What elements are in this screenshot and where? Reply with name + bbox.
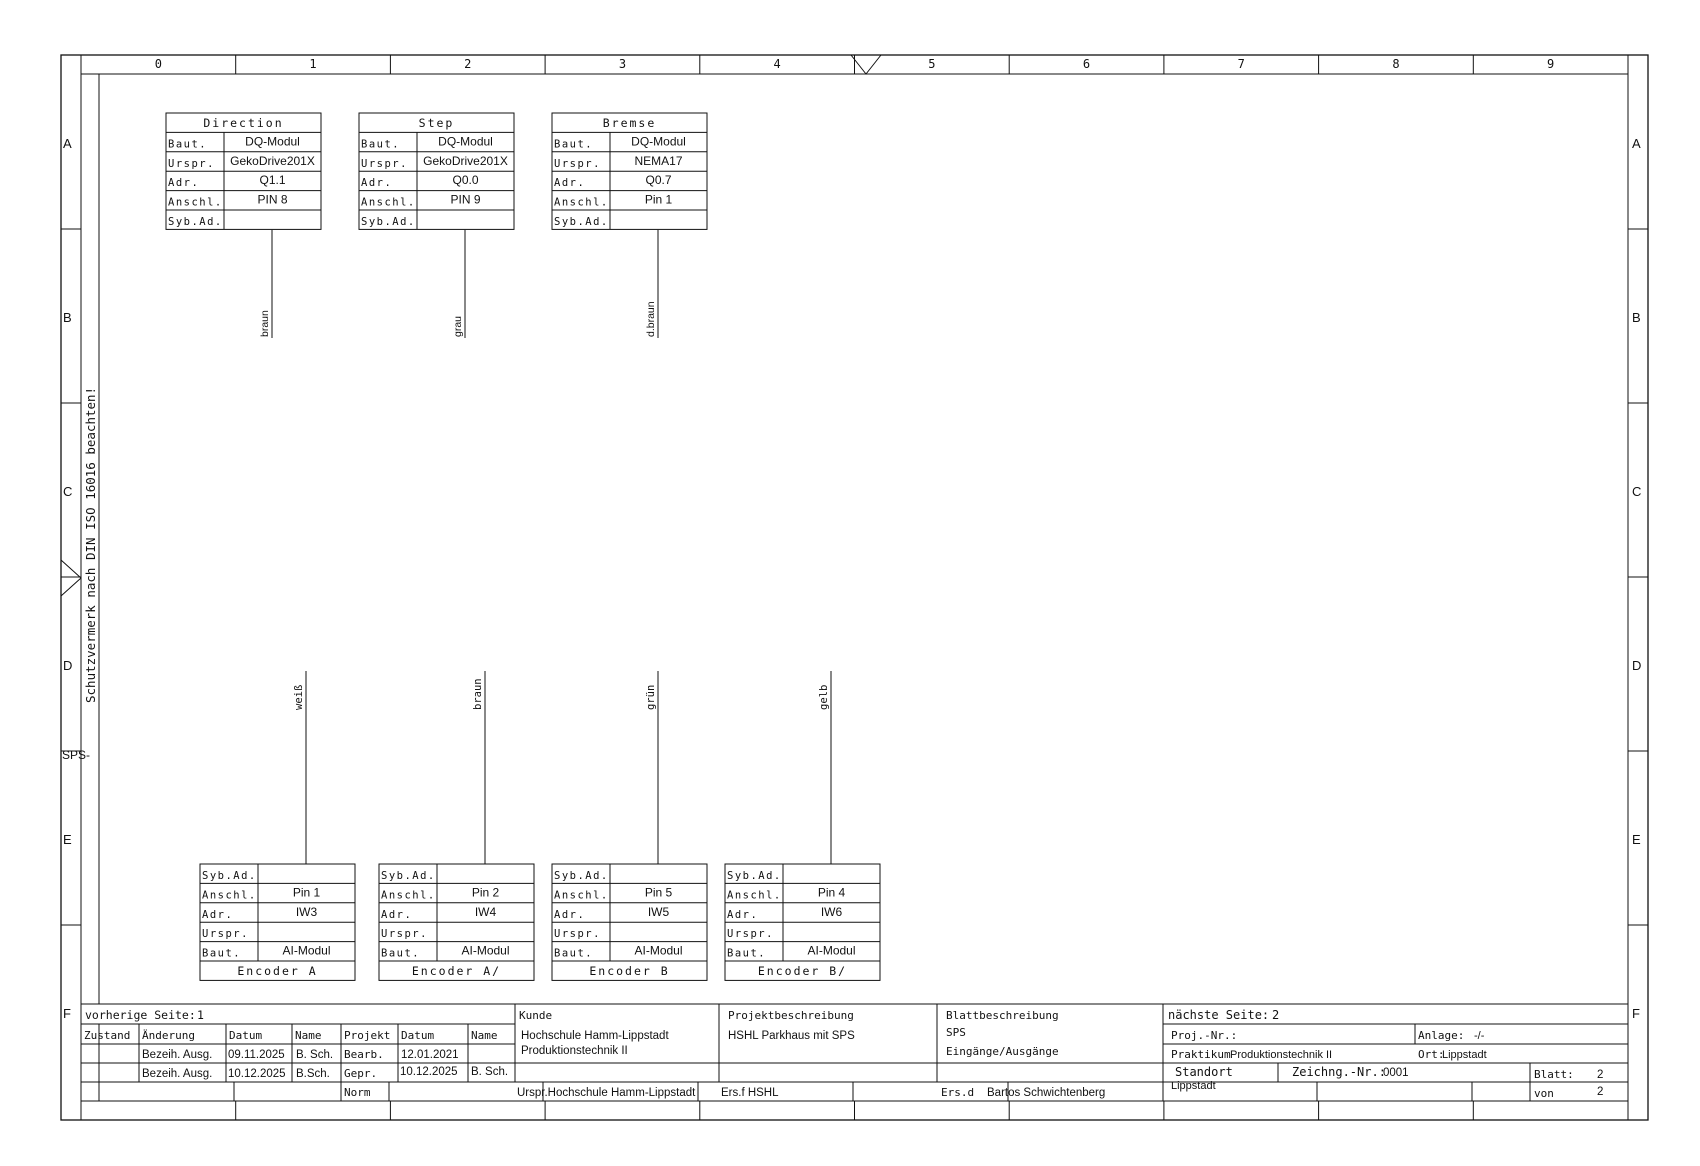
field-value: Q0.0 — [452, 173, 479, 188]
field-label: Adr. — [727, 908, 759, 921]
field-value: Pin 4 — [817, 885, 846, 900]
field-label: Syb.Ad. — [168, 216, 223, 228]
row-label-left-D: D — [63, 658, 73, 673]
wire-color-label: d.braun — [645, 301, 657, 337]
wire-color-label: braun — [472, 678, 484, 710]
column-label-7: 7 — [1237, 57, 1245, 71]
row-label-right-F: F — [1632, 1006, 1640, 1021]
component-name: Encoder A/ — [411, 964, 502, 978]
component-name: Direction — [203, 116, 284, 130]
sps-marker: SPS- — [62, 748, 91, 762]
proj-header-name: Name — [471, 1029, 498, 1042]
component-encoder-a- — [379, 671, 534, 980]
anlage-value: -/- — [1474, 1030, 1485, 1042]
standort-label: Standort — [1175, 1065, 1233, 1079]
projektbeschreibung-label: Projektbeschreibung — [728, 1009, 854, 1022]
prev-page-value: 1 — [197, 1008, 204, 1022]
field-label: Urspr. — [554, 157, 601, 170]
kunde-line2: Produktionstechnik II — [521, 1045, 628, 1057]
component-name: Bremse — [602, 116, 657, 130]
field-value: IW5 — [647, 904, 670, 919]
component-name: Encoder B — [589, 964, 670, 978]
field-label: Baut. — [361, 138, 401, 151]
anlage-label: Anlage: — [1418, 1029, 1465, 1042]
zeichng-value: 0001 — [1383, 1067, 1409, 1079]
column-ruler — [81, 55, 1628, 1120]
field-value: DQ-Modul — [438, 134, 493, 149]
field-label: Anschl. — [168, 196, 223, 209]
field-value: AI-Modul — [282, 943, 331, 958]
field-value: NEMA17 — [634, 153, 683, 168]
field-value: IW6 — [820, 904, 843, 919]
row-label-left-A: A — [63, 136, 72, 151]
rev-row2-name: B.Sch. — [296, 1068, 330, 1080]
rev-row1-change: Bezeih. Ausg. — [142, 1049, 213, 1061]
protection-note: Schutzvermerk nach DIN ISO 16016 beachten! — [83, 386, 98, 703]
column-label-1: 1 — [309, 57, 317, 71]
wire-color-label: grün — [645, 684, 657, 710]
column-label-4: 4 — [773, 57, 781, 71]
column-label-2: 2 — [464, 57, 472, 71]
field-label: Adr. — [554, 177, 586, 190]
field-label: Anschl. — [381, 889, 436, 902]
prev-page-label: vorherige Seite: — [85, 1008, 196, 1022]
von-label: von — [1534, 1087, 1554, 1100]
next-page-label: nächste Seite: — [1168, 1008, 1270, 1022]
field-value: AI-Modul — [461, 943, 510, 958]
field-label: Adr. — [381, 908, 413, 921]
column-label-3: 3 — [618, 57, 627, 71]
field-label: Baut. — [202, 947, 242, 960]
field-label: Anschl. — [554, 196, 609, 209]
proj-row-gepr-name: B. Sch. — [471, 1066, 509, 1078]
field-label: Anschl. — [361, 196, 416, 209]
field-label: Syb.Ad. — [554, 216, 609, 228]
field-label: Urspr. — [361, 157, 408, 170]
column-label-0: 0 — [154, 57, 162, 71]
column-label-6: 6 — [1082, 57, 1091, 71]
rev-row2-date: 10.12.2025 — [228, 1068, 286, 1080]
field-label: Syb.Ad. — [727, 870, 782, 882]
blatt-line2: Eingänge/Ausgänge — [946, 1045, 1059, 1058]
proj-row-bearb-date: 12.01.2021 — [401, 1049, 459, 1061]
row-label-right-A: A — [1632, 136, 1641, 151]
field-value: Q0.7 — [645, 173, 672, 188]
ers-d-label: Ers.d — [941, 1086, 975, 1099]
projektbeschreibung-value: HSHL Parkhaus mit SPS — [728, 1030, 855, 1042]
column-label-8: 8 — [1392, 57, 1400, 71]
component-name: Step — [418, 116, 455, 130]
von-value: 2 — [1597, 1086, 1604, 1098]
field-label: Urspr. — [381, 928, 428, 941]
field-value: DQ-Modul — [631, 134, 686, 149]
field-label: Anschl. — [554, 889, 609, 902]
component-step — [359, 113, 514, 338]
field-value: Pin 1 — [292, 885, 321, 900]
field-label: Syb.Ad. — [381, 870, 436, 882]
wire-color-label: grau — [452, 315, 464, 337]
component-name: Encoder A — [237, 964, 318, 978]
center-mark-left — [61, 560, 81, 596]
field-label: Urspr. — [168, 157, 215, 170]
field-value: GekoDrive201X — [230, 153, 315, 168]
row-label-left-C: C — [63, 484, 73, 499]
row-label-left-E: E — [63, 832, 72, 847]
field-label: Adr. — [202, 908, 234, 921]
field-value: Pin 2 — [471, 885, 500, 900]
urspr-origin: Urspr.Hochschule Hamm-Lippstadt — [517, 1087, 696, 1099]
kunde-label: Kunde — [519, 1009, 553, 1022]
field-label: Baut. — [554, 947, 594, 960]
standort-value: Lippstadt — [1171, 1080, 1216, 1092]
field-value: AI-Modul — [634, 943, 683, 958]
rev-header-aenderung: Änderung — [142, 1029, 195, 1042]
praktikum-label: Praktikum — [1171, 1048, 1231, 1061]
proj-row-bearb: Bearb. — [344, 1048, 384, 1061]
blattbeschreibung-label: Blattbeschreibung — [946, 1009, 1059, 1022]
field-label: Syb.Ad. — [202, 870, 257, 882]
field-label: Anschl. — [727, 889, 782, 902]
field-label: Urspr. — [202, 928, 249, 941]
component-direction — [166, 113, 321, 338]
proj-header-datum: Datum — [401, 1029, 435, 1042]
rev-header-name: Name — [295, 1029, 322, 1042]
rev-row2-change: Bezeih. Ausg. — [142, 1068, 213, 1080]
field-label: Adr. — [361, 177, 393, 190]
field-label: Urspr. — [554, 928, 601, 941]
field-label: Urspr. — [727, 928, 774, 941]
ort-value: Lippstadt — [1442, 1049, 1487, 1061]
component-name: Encoder B/ — [757, 964, 848, 978]
rev-header-zustand: Zustand — [84, 1029, 131, 1042]
wire-color-label: braun — [259, 310, 271, 337]
row-label-right-D: D — [1632, 658, 1642, 673]
ort-label: Ort: — [1418, 1048, 1445, 1061]
column-label-5: 5 — [928, 57, 936, 71]
field-value: DQ-Modul — [245, 134, 300, 149]
proj-nr-label: Proj.-Nr.: — [1171, 1029, 1238, 1042]
outer-frame — [61, 55, 1648, 1120]
field-value: IW3 — [295, 904, 318, 919]
center-mark-top — [851, 55, 881, 74]
proj-row-gepr: Gepr. — [344, 1067, 378, 1080]
blatt-line1: SPS — [946, 1026, 966, 1039]
rev-row1-date: 09.11.2025 — [228, 1049, 285, 1061]
kunde-line1: Hochschule Hamm-Lippstadt — [521, 1030, 669, 1042]
field-value: Q1.1 — [259, 173, 286, 188]
ers-d-value: Bartos Schwichtenberg — [987, 1087, 1106, 1099]
ers-f: Ers.f HSHL — [721, 1087, 779, 1099]
proj-header-projekt: Projekt — [344, 1029, 391, 1042]
field-label: Adr. — [554, 908, 586, 921]
rev-header-datum: Datum — [229, 1029, 263, 1042]
title-block — [81, 1004, 1628, 1101]
proj-row-gepr-date: 10.12.2025 — [400, 1066, 458, 1078]
field-label: Syb.Ad. — [554, 870, 609, 882]
blatt-value: 2 — [1597, 1069, 1604, 1081]
field-label: Baut. — [727, 947, 767, 960]
rev-row1-name: B. Sch. — [296, 1049, 334, 1061]
field-label: Syb.Ad. — [361, 216, 416, 228]
row-label-left-B: B — [63, 310, 72, 325]
field-value: GekoDrive201X — [423, 153, 508, 168]
component-encoder-a — [200, 671, 355, 980]
row-label-right-B: B — [1632, 310, 1641, 325]
proj-row-norm: Norm — [344, 1086, 371, 1099]
field-value: IW4 — [474, 904, 497, 919]
row-label-right-C: C — [1632, 484, 1642, 499]
field-value: PIN 8 — [257, 192, 288, 207]
field-value: Pin 5 — [644, 885, 673, 900]
field-label: Anschl. — [202, 889, 257, 902]
component-encoder-b — [552, 671, 707, 980]
field-value: AI-Modul — [807, 943, 856, 958]
component-bremse — [552, 113, 707, 338]
column-label-9: 9 — [1547, 57, 1555, 71]
zeichng-label: Zeichng.-Nr.: — [1292, 1065, 1386, 1079]
component-encoder-b- — [725, 671, 880, 980]
field-label: Baut. — [381, 947, 421, 960]
praktikum-value: Produktionstechnik II — [1230, 1049, 1333, 1061]
row-label-right-E: E — [1632, 832, 1641, 847]
field-label: Adr. — [168, 177, 200, 190]
field-value: PIN 9 — [450, 192, 481, 207]
component-boxes — [166, 113, 880, 980]
next-page-value: 2 — [1272, 1008, 1280, 1022]
blatt-label: Blatt: — [1534, 1068, 1574, 1081]
field-label: Baut. — [168, 138, 208, 151]
row-label-left-F: F — [63, 1006, 71, 1021]
wire-color-label: gelb — [818, 684, 830, 710]
field-value: Pin 1 — [644, 192, 673, 207]
wire-color-label: weiß — [293, 684, 305, 710]
field-label: Baut. — [554, 138, 594, 151]
